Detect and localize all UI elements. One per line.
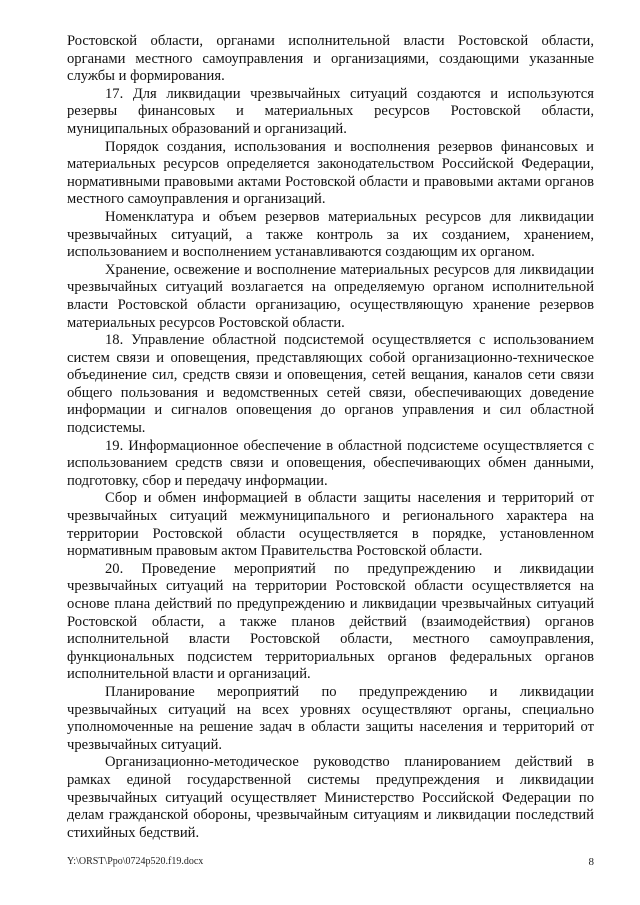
paragraph-reserves-procedure: Порядок создания, использования и восполнения резервов финансовых и материальных ресурсов определяется законодательством Российской Федерации, нормативными правовыми актами Ростовской области и правовыми актами органов местного самоуправления и организаций.	[67, 138, 594, 208]
page-number: 8	[588, 856, 594, 868]
paragraph-reserves-storage: Хранение, освежение и восполнение материальных ресурсов для ликвидации чрезвычайных ситуаций возлагается на определяемую органом исполнительной власти Ростовской области организацию, осуществляющую хранение резервов материальных ресурсов Ростовской области.	[67, 261, 594, 331]
paragraph-methodical-guidance: Организационно-методическое руководство планированием действий в рамках единой государственной системы предупреждения и ликвидации чрезвычайных ситуаций осуществляет Министерство Российской Федерации по делам гражданской обороны, чрезвычайным ситуациям и ликвидации последствий стихийных бедствий.	[67, 754, 594, 841]
paragraph-item-17: 17. Для ликвидации чрезвычайных ситуаций создаются и используются резервы финансовых и материальных ресурсов Ростовской области, муниципальных образований и организаций.	[67, 85, 594, 137]
paragraph-continuation: Ростовской области, органами исполнительной власти Ростовской области, органами местного самоуправления и организациями, создающими указанные службы и формирования.	[67, 33, 594, 85]
document-body	[67, 33, 594, 842]
paragraph-reserves-nomenclature: Номенклатура и объем резервов материальных ресурсов для ликвидации чрезвычайных ситуаций, а также контроль за их созданием, хранением, использованием и восполнением устанавливаются создающим их органом.	[67, 208, 594, 261]
paragraph-item-20: 20. Проведение мероприятий по предупреждению и ликвидации чрезвычайных ситуаций на территории Ростовской области осуществляется на основе плана действий по предупреждению и ликвидации чрезвычайных ситуаций Ростовской области, а также планов действий (взаимодействия) органов исполнительной власти Ростовской области, местного самоуправления, функциональных подсистем территориальных органов федеральных органов исполнительной власти и организаций.	[67, 560, 594, 683]
file-path: Y:\ORST\Ppo\0724p520.f19.docx	[67, 856, 204, 867]
paragraph-information-exchange: Сбор и обмен информацией в области защиты населения и территорий от чрезвычайных ситуаций межмуниципального и регионального характера на территории Ростовской области осуществляется в порядке, установленном нормативным правовым актом Правительства Ростовской области.	[67, 490, 594, 560]
paragraph-item-18: 18. Управление областной подсистемой осуществляется с использованием систем связи и оповещения, представляющих собой организационно-техническое объединение сил, средств связи и оповещения, сетей вещания, каналов сети связи общего пользования и ведомственных сетей связи, обеспечивающих доведение информации и сигналов оповещения до органов управления и сил областной подсистемы.	[67, 332, 594, 437]
page-footer	[67, 855, 594, 869]
paragraph-item-19: 19. Информационное обеспечение в областной подсистеме осуществляется с использованием средств связи и оповещения, обеспечивающих обмен данными, подготовку, сбор и передачу информации.	[67, 437, 594, 489]
paragraph-planning: Планирование мероприятий по предупреждению и ликвидации чрезвычайных ситуаций на всех уровнях осуществляют органы, специально уполномоченные на решение задач в области защиты населения и территорий от чрезвычайных ситуаций.	[67, 683, 594, 753]
